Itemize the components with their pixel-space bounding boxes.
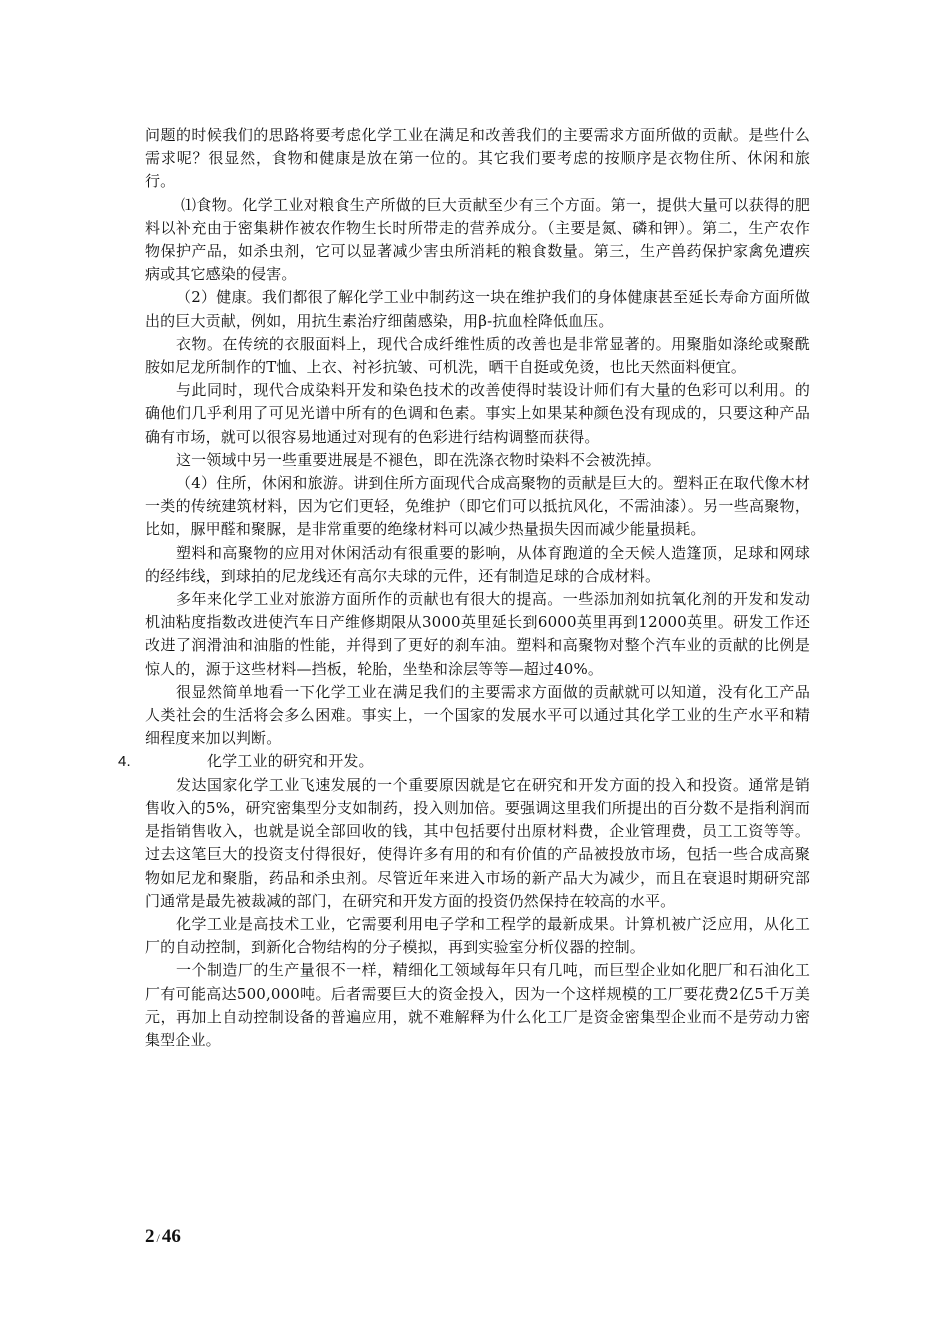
paragraph-research: 发达国家化学工业飞速发展的一个重要原因就是它在研究和开发方面的投入和投资。通常是销售收入的5%，研究密集型分支如制药，投入则加倍。要强调这里我们所提出的百分数不是指利润而是指销售收入，也就是说全部回收的钱，其中包括要付出原材料费，企业管理费，员工工资等等。过去这笔巨大的投资支付得很好，使得许多有用的和有价值的产品被投放市场，包括一些合成高聚物如尼龙和聚脂，药品和杀虫剂。尽管近年来进入市场的新产品大为减少，而且在衰退时期研究部门通常是最先被裁减的部门，在研究和开发方面的投资仍然保持在较高的水平。 (145, 775, 810, 910)
paragraph: 塑料和高聚物的应用对休闲活动有很重要的影响，从体育跑道的全天候人造篷顶，足球和网球的经纬线，到球拍的尼龙线还有高尔夫球的元件，还有制造足球的合成材料。 (145, 543, 810, 585)
paragraph: 很显然简单地看一下化学工业在满足我们的主要需求方面做的贡献就可以知道，没有化工产品人类社会的生活将会多么困难。事实上，一个国家的发展水平可以通过其化学工业的生产水平和精细程度来加以判断。 (145, 682, 810, 748)
section-title: 化学工业的研究和开发。 (207, 752, 374, 771)
page-number (145, 1226, 181, 1248)
paragraph: 这一领域中另一些重要进展是不褪色，即在洗涤衣物时染料不会被洗掉。 (176, 450, 661, 469)
paragraph-health: （2）健康。我们都很了解化学工业中制药这一块在维护我们的身体健康甚至延长寿命方面所做出的巨大贡献，例如，用抗生素治疗细菌感染，用β-抗血栓降低血压。 (145, 288, 810, 330)
paragraph: 与此同时，现代合成染料开发和染色技术的改善使得时装设计师们有大量的色彩可以利用。的确他们几乎利用了可见光谱中所有的色调和色素。事实上如果某种颜色没有现成的，只要这种产品确有市场，就可以很容易地通过对现有的色彩进行结构调整而获得。 (145, 381, 810, 446)
current-page: 2 (145, 1226, 155, 1247)
document-body (118, 124, 810, 1052)
paragraph-clothing: 衣物。在传统的衣服面料上，现代合成纤维性质的改善也是非常显著的。用聚脂如涤纶或聚酰胺如尼龙所制作的T恤、上衣、衬衫抗皱、可机洗，晒干自挺或免烫，也比天然面料便宜。 (145, 334, 810, 377)
section-number: 4. (118, 753, 131, 771)
paragraph-hightech: 化学工业是高技术工业，它需要利用电子学和工程学的最新成果。计算机被广泛应用，从化工厂的自动控制，到新化合物结构的分子模拟，再到实验室分析仪器的控制。 (145, 914, 810, 957)
paragraph-food: ⑴食物。化学工业对粮食生产所做的巨大贡献至少有三个方面。第一，提供大量可以获得的肥料以补充由于密集耕作被农作物生长时所带走的营养成分。（主要是氮、磷和钾）。第二，生产农作物保护产品，如杀虫剂，它可以显著减少害虫所消耗的粮食数量。第三，生产兽药保护家禽免遭疾病或其它感染的侵害。 (145, 195, 810, 284)
paragraph-travel: 多年来化学工业对旅游方面所作的贡献也有很大的提高。一些添加剂如抗氧化剂的开发和发动机油粘度指数改进使汽车日产维修期限从3000英里延长到6000英里再到12000英里。研发工作还改进了润滑油和油脂的性能，并得到了更好的刹车油。塑料和高聚物对整个汽车业的贡献的比例是惊人的，源于这些材料—挡板，轮胎，坐垫和涂层等等—超过40%。 (145, 590, 810, 678)
paragraph: 问题的时候我们的思路将要考虑化学工业在满足和改善我们的主要需求方面所做的贡献。是些什么需求呢？很显然，食物和健康是放在第一位的。其它我们要考虑的按顺序是衣物住所、休闲和旅行。 (145, 126, 810, 191)
paragraph-housing: （4）住所，休闲和旅游。讲到住所方面现代合成高聚物的贡献是巨大的。塑料正在取代像木材一类的传统建筑材料，因为它们更轻，免维护（即它们可以抵抗风化，不需油漆）。另一些高聚物，比如，脲甲醛和聚脲，是非常重要的绝缘材料可以减少热量损失因而减少能量损耗。 (145, 474, 810, 539)
total-pages: 46 (161, 1226, 181, 1247)
section-heading (118, 750, 810, 773)
paragraph-scale: 一个制造厂的生产量很不一样，精细化工领域每年只有几吨，而巨型企业如化肥厂和石油化工厂有可能高达500,000吨。后者需要巨大的资金投入，因为一个这样规模的工厂要花费2亿5千万美元，再加上自动控制设备的普遍应用，就不难解释为什么化工厂是资金密集型企业而不是劳动力密集型企业。 (145, 961, 810, 1049)
page-separator: / (156, 1231, 160, 1245)
